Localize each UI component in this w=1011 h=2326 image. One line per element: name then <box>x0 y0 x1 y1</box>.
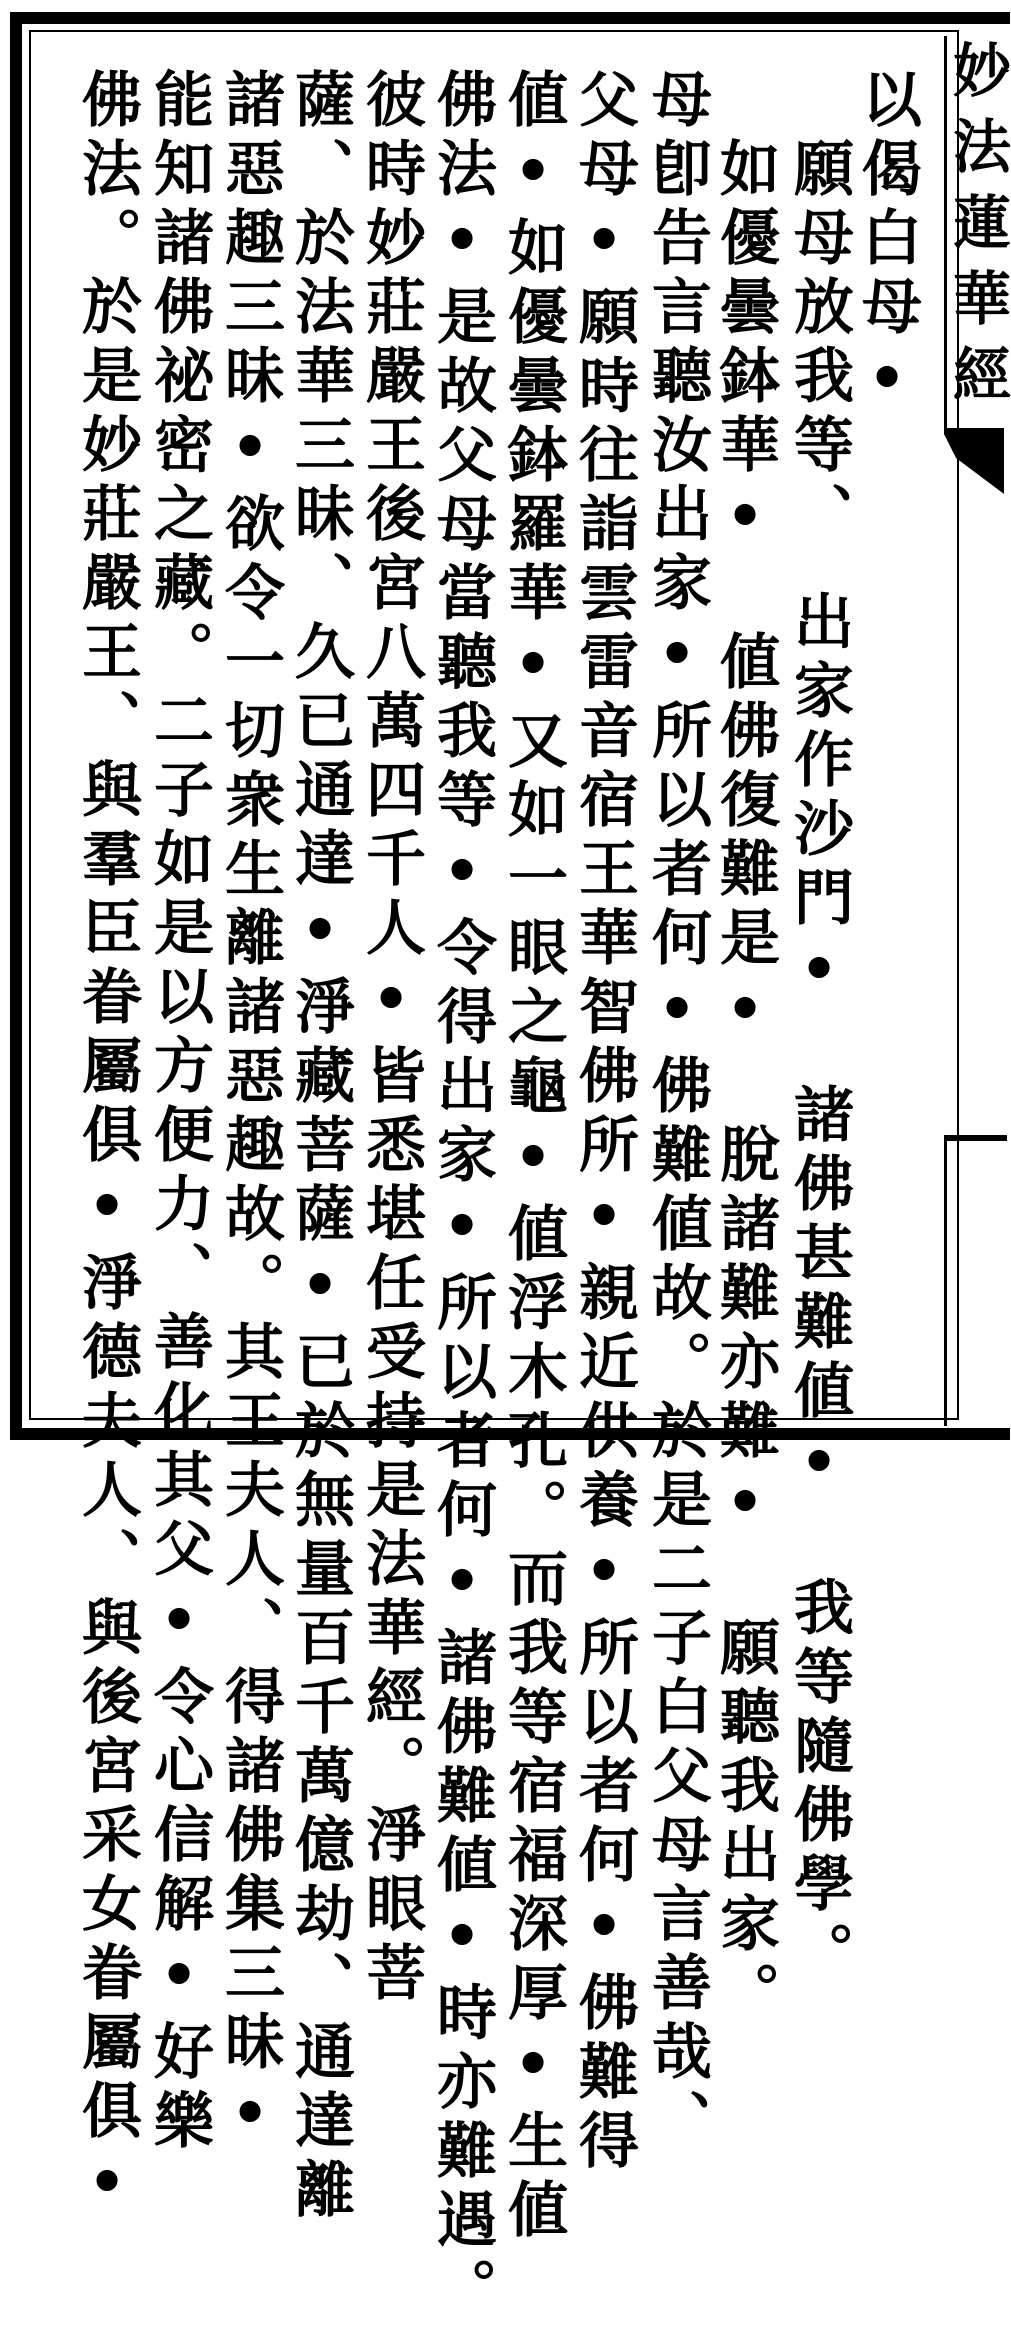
side-lower-tab <box>944 1135 1007 1426</box>
text-column: 能知諸佛祕密之藏。二子如是以方便力、善化其父•令心信解•好樂 <box>144 68 214 2158</box>
text-column: 願母放我等、 出家作沙門• 諸佛甚難値• 我等隨佛學。 <box>784 68 854 1990</box>
text-column: 佛法•是故父母當聽我等•令得出家•所以者何•諸佛難値•時亦難遇。 <box>427 68 497 2326</box>
side-tab-rule <box>944 428 1004 434</box>
text-column: 諸惡趣三昧•欲令一切衆生離諸惡趣故。其王夫人、得諸佛集三昧• <box>215 68 285 2158</box>
text-column: 以偈白母• <box>852 68 922 423</box>
text-column: 彼時妙莊嚴王後宮八萬四千人•皆悉堪任受持是法華經。淨眼菩 <box>356 68 426 2010</box>
text-column: 佛法。於是妙莊嚴王、與羣臣眷屬俱•淨德夫人、與後宮采女眷屬俱• <box>72 68 142 2227</box>
text-column: 薩、於法華三昧、久已通達•淨藏菩薩•已於無量百千萬億劫、通達離 <box>285 68 355 2227</box>
main-text <box>60 68 922 2326</box>
book-title: 妙法蓮華經 <box>943 40 1011 420</box>
text-column: 値•如優曇鉢羅華•又如一眼之龜•値浮木孔。而我等宿福深厚•生値 <box>498 68 568 2247</box>
text-column: 如優曇鉢華• 値佛復難是• 脫諸難亦難• 願聽我出家。 <box>710 68 780 2030</box>
text-column: 父母•願時往詣雲雷音宿王華智佛所•親近供養•所以者何•佛難得 <box>569 68 639 2178</box>
text-column: 母卽告言聽汝出家•所以者何•佛難値故。於是二子白父母言善哉、 <box>642 68 712 2158</box>
